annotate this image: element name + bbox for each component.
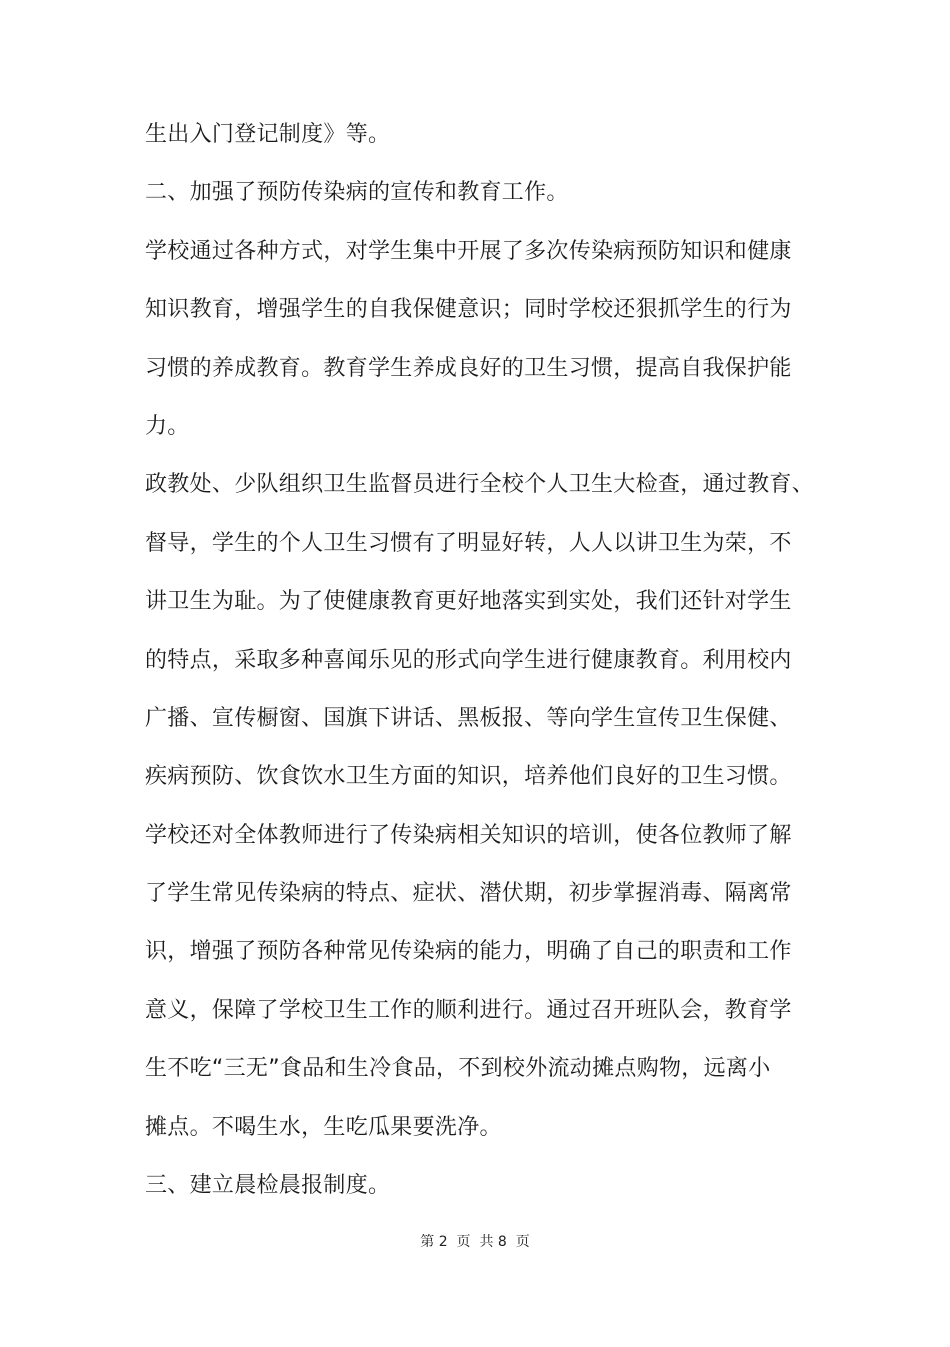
text-line: 知识教育，增强学生的自我保健意识；同时学校还狠抓学生的行为	[145, 297, 792, 323]
section-heading: 二、加强了预防传染病的宣传和教育工作。	[145, 180, 569, 206]
section-heading: 三、建立晨检晨报制度。	[145, 1173, 391, 1199]
text-line: 生出入门登记制度》等。	[145, 122, 391, 147]
text-line: 意义，保障了学校卫生工作的顺利进行。通过召开班队会，教育学	[145, 997, 792, 1023]
text-line: 学校通过各种方式，对学生集中开展了多次传染病预防知识和健康	[145, 238, 792, 264]
text-line: 的特点，采取多种喜闻乐见的形式向学生进行健康教育。利用校内	[145, 647, 792, 673]
document-body	[145, 117, 815, 1226]
text-line: 督导，学生的个人卫生习惯有了明显好转，人人以讲卫生为荣，不	[145, 530, 792, 556]
text-line: 讲卫生为耻。为了使健康教育更好地落实到实处，我们还针对学生	[145, 589, 792, 615]
text-line: 力。	[145, 413, 190, 439]
text-line: 政教处、少队组织卫生监督员进行全校个人卫生大检查，通过教育、	[145, 472, 815, 498]
text-line: 疾病预防、饮食饮水卫生方面的知识，培养他们良好的卫生习惯。	[145, 764, 792, 790]
text-line: 了学生常见传染病的特点、症状、潜伏期，初步掌握消毒、隔离常	[145, 881, 792, 907]
text-line: 生不吃“三无”食品和生冷食品，不到校外流动摊点购物，远离小	[145, 1056, 771, 1082]
text-line: 识，增强了预防各种常见传染病的能力，明确了自己的职责和工作	[145, 939, 792, 965]
text-line: 学校还对全体教师进行了传染病相关知识的培训，使各位教师了解	[145, 822, 792, 848]
text-line: 摊点。不喝生水，生吃瓜果要洗净。	[145, 1114, 502, 1140]
text-line: 广播、宣传橱窗、国旗下讲话、黑板报、等向学生宣传卫生保健、	[145, 705, 792, 731]
page-number-footer: 第 2 页 共 8 页	[420, 1234, 530, 1250]
text-line: 习惯的养成教育。教育学生养成良好的卫生习惯，提高自我保护能	[145, 355, 792, 381]
